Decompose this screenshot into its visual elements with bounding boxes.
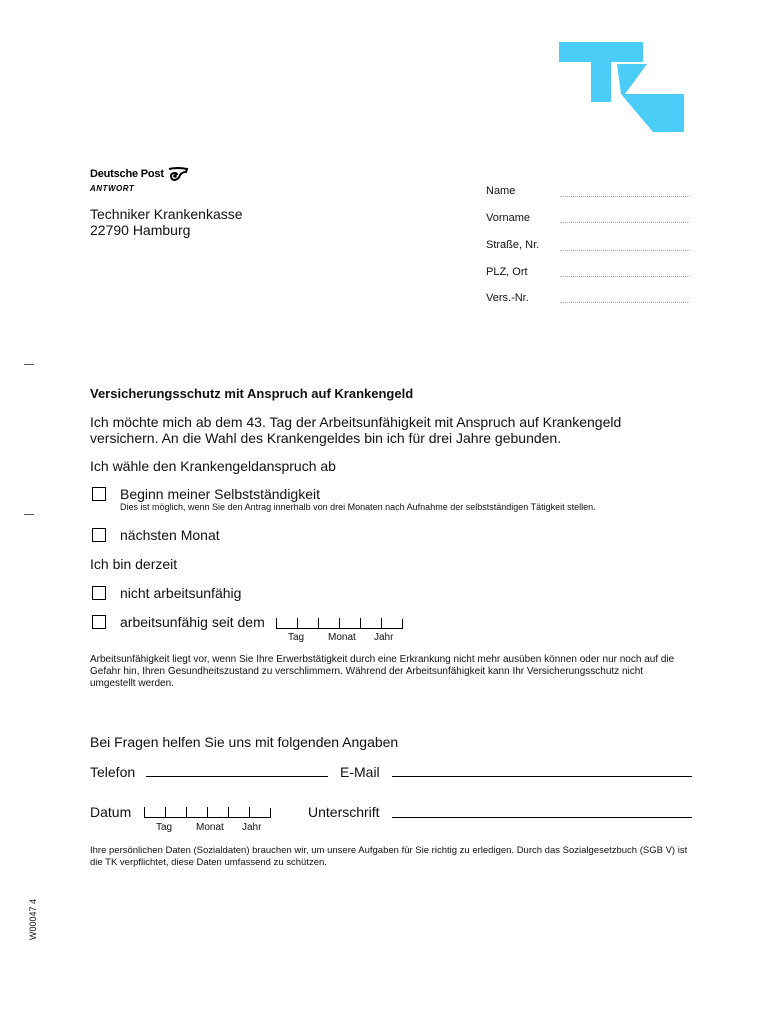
status-heading: Ich bin derzeit <box>90 556 178 572</box>
postal-brand: Deutsche Post <box>90 168 164 180</box>
option-next-month-label: nächsten Monat <box>120 527 220 543</box>
privacy-note: Ihre persönlichen Daten (Sozialdaten) brauchen wir, um unsere Aufgaben für Sie richtig zu erledigen. Durch das Sozialgesetzbuch (SGB V) ist die TK verpflichtet, diese Daten umfassend zu schützen. <box>90 845 688 868</box>
checkbox-start-self-employment[interactable] <box>92 487 106 501</box>
field-label-vorname: Vorname <box>486 212 531 224</box>
field-input-vers-nr[interactable] <box>560 302 690 303</box>
phone-label: Telefon <box>90 764 136 780</box>
sig-date-label-day: Tag <box>156 822 173 833</box>
fold-mark <box>24 514 34 515</box>
field-input-vorname[interactable] <box>560 222 690 223</box>
field-label-strasse: Straße, Nr. <box>486 239 540 251</box>
recipient-address <box>90 206 243 238</box>
field-input-plz-ort[interactable] <box>560 276 690 277</box>
unfit-date-input[interactable] <box>276 617 403 629</box>
date-label-month: Monat <box>328 632 356 643</box>
sig-date-label-month: Monat <box>196 822 224 833</box>
option-unfit-label: arbeitsunfähig seit dem <box>120 614 265 630</box>
choice-heading: Ich wähle den Krankengeldanspruch ab <box>90 458 336 474</box>
option-not-unfit-label: nicht arbeitsunfähig <box>120 585 242 601</box>
recipient-line2: 22790 Hamburg <box>90 222 191 238</box>
checkbox-not-unfit[interactable] <box>92 586 106 600</box>
postal-service: ANTWORT <box>90 184 135 193</box>
email-label: E-Mail <box>340 764 380 780</box>
sig-date-label-year: Jahr <box>242 822 262 833</box>
checkbox-unfit-since[interactable] <box>92 615 106 629</box>
field-label-name: Name <box>486 185 516 197</box>
field-label-vers-nr: Vers.-Nr. <box>486 292 529 304</box>
field-input-name[interactable] <box>560 196 690 197</box>
field-label-plz-ort: PLZ, Ort <box>486 266 528 278</box>
tk-logo-icon <box>559 42 684 132</box>
deutsche-post-logo <box>90 166 189 193</box>
option-start-note: Dies ist möglich, wenn Sie den Antrag innerhalb von drei Monaten nach Aufnahme der selbstständigen Tätigkeit stellen. <box>120 502 596 512</box>
contact-heading: Bei Fragen helfen Sie uns mit folgenden Angaben <box>90 734 399 750</box>
option-start-label: Beginn meiner Selbstständigkeit <box>120 486 321 502</box>
recipient-line1: Techniker Krankenkasse <box>90 206 243 222</box>
form-title: Versicherungsschutz mit Anspruch auf Krankengeld <box>90 386 414 401</box>
fold-mark <box>24 364 34 365</box>
signature-input[interactable] <box>392 817 692 818</box>
field-input-strasse[interactable] <box>560 250 690 251</box>
date-label-day: Tag <box>288 632 305 643</box>
checkbox-next-month[interactable] <box>92 528 106 542</box>
signature-label: Unterschrift <box>308 804 380 820</box>
date-label-year: Jahr <box>374 632 394 643</box>
email-input[interactable] <box>392 776 692 777</box>
signature-date-input[interactable] <box>144 806 271 818</box>
unfit-note: Arbeitsunfähigkeit liegt vor, wenn Sie Ihre Erwerbstätigkeit durch eine Erkrankung nicht mehr ausüben können oder nur noch auf die Gefahr hin, Ihren Gesundheitszustand zu verschlimmern. Während der Arbeitsunfähigkeit kann Ihr Versicherungsschutz nicht umgestellt werden. <box>90 654 675 689</box>
intro-text: Ich möchte mich ab dem 43. Tag der Arbeitsunfähigkeit mit Anspruch auf Krankengeld versichern. An die Wahl des Krankengeldes bin ich für drei Jahre gebunden. <box>90 414 622 446</box>
phone-input[interactable] <box>146 776 328 777</box>
date-label: Datum <box>90 804 132 820</box>
post-horn-icon <box>167 166 189 182</box>
form-code: W00047 4 <box>28 898 38 940</box>
